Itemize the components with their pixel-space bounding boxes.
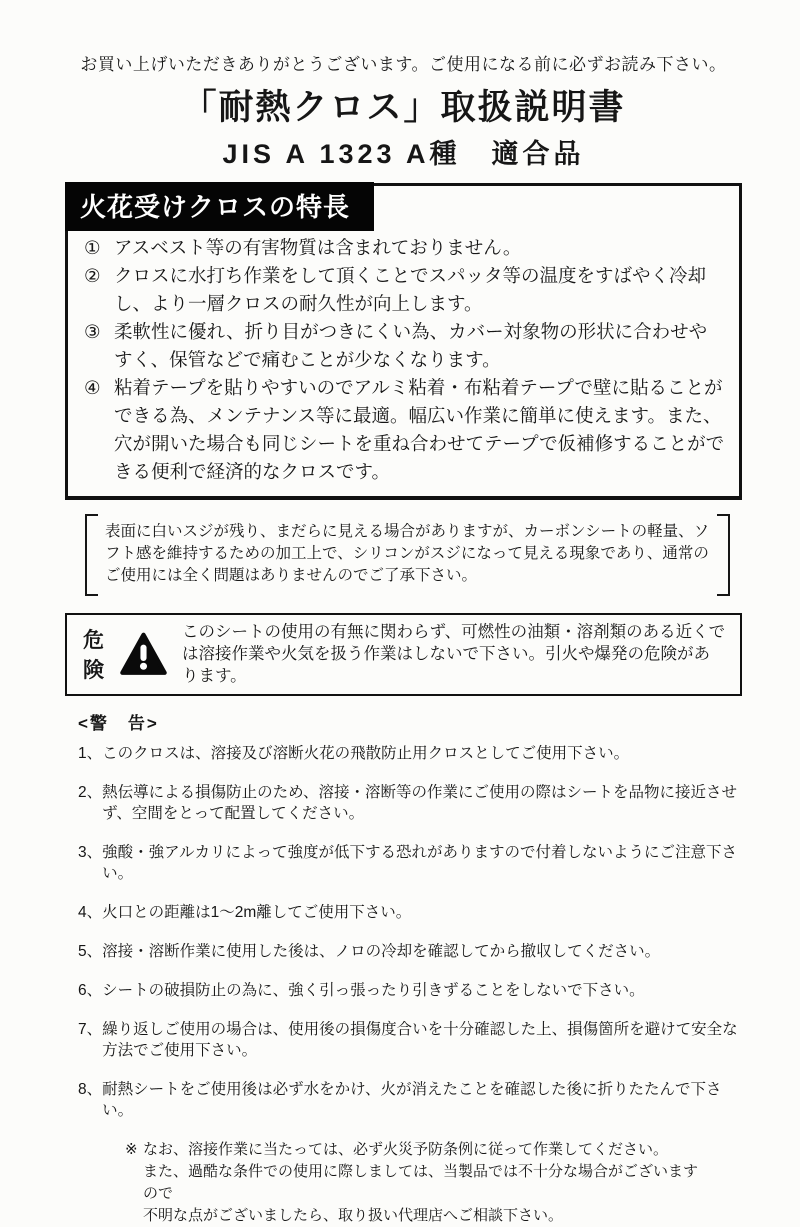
feature-text: 粘着テープを貼りやすいのでアルミ粘着・布粘着テープで壁に貼ることができる為、メンテナンス等に最適。幅広い作業に簡単に使えます。また、穴が開いた場合も同じシートを重ね合わせてテープで仮補修することができる便利で経済的なクロスです。 [114, 377, 725, 482]
footnote-line: また、過酷な条件での使用に際しましては、当製品では不十分な場合がございますので [143, 1163, 699, 1202]
warning-text: シートの破損防止の為に、強く引っ張ったり引きずることをしないで下さい。 [102, 982, 645, 999]
features-heading: 火花受けクロスの特長 [65, 182, 374, 231]
bracket-right [717, 514, 730, 596]
warning-item [78, 1079, 742, 1121]
page-subtitle: JIS A 1323 A種 適合品 [222, 139, 585, 169]
warning-item [78, 941, 742, 962]
footnote [125, 1139, 712, 1227]
warning-triangle-icon [120, 632, 167, 676]
feature-number: ② [84, 265, 101, 286]
feature-text: 柔軟性に優れ、折り目がつきにくい為、カバー対象物の形状に合わせやすく、保管などで痛むことが少なくなります。 [114, 321, 708, 370]
warning-number: 5、 [78, 943, 103, 960]
warning-text: 強酸・強アルカリによって強度が低下する恐れがありますので付着しないようにご注意下さい。 [102, 844, 738, 882]
warning-number: 3、 [78, 844, 103, 861]
danger-box [65, 613, 742, 696]
warning-item [78, 743, 742, 764]
footnote-line: 不明な点がございましたら、取り扱い代理店へご相談下さい。 [143, 1207, 564, 1224]
feature-text: クロスに水打ち作業をして頂くことでスパッタ等の温度をすばやく冷却し、より一層クロスの耐久性が向上します。 [114, 265, 707, 314]
features-box [65, 183, 742, 500]
warning-item [78, 980, 742, 1001]
footnote-lines [143, 1139, 712, 1227]
note-text: 表面に白いスジが残り、まだらに見える場合がありますが、カーボンシートの軽量、ソフト感を維持するための加工上で、シリコンがスジになって見える現象であり、通常のご使用には全く問題はありませんのでご了承下さい。 [105, 523, 710, 584]
warning-item [78, 902, 742, 923]
warning-number: 8、 [78, 1081, 103, 1098]
page-title: 「耐熱クロス」取扱説明書 [181, 88, 626, 127]
danger-label: 危険 [83, 629, 105, 682]
footnote-marker: ※ [125, 1141, 138, 1158]
warning-item [78, 782, 742, 824]
warning-number: 7、 [78, 1021, 103, 1038]
warning-text: 繰り返しご使用の場合は、使用後の損傷度合いを十分確認した上、損傷箇所を避けて安全な方法でご使用下さい。 [102, 1021, 738, 1059]
footnote-line: なお、溶接作業に当たっては、必ず火災予防条例に従って作業してください。 [143, 1141, 669, 1158]
bracket-left [85, 514, 98, 596]
warning-text: 耐熱シートをご使用後は必ず水をかけ、火が消えたことを確認した後に折りたたんで下さい。 [102, 1081, 722, 1119]
warnings-heading: <警 告> [78, 714, 159, 733]
feature-text: アスベスト等の有害物質は含まれておりません。 [114, 237, 522, 258]
feature-number: ③ [84, 321, 101, 342]
warning-text: このクロスは、溶接及び溶断火花の飛散防止用クロスとしてご使用下さい。 [102, 745, 630, 762]
intro-text: お買い上げいただきありがとうございます。ご使用になる前に必ずお読み下さい。 [80, 55, 727, 74]
danger-text: このシートの使用の有無に関わらず、可燃性の油類・溶剤類のある近くでは溶接作業や火気を扱う作業はしないで下さい。引火や爆発の危険があります。 [182, 623, 726, 685]
note-box [85, 514, 730, 596]
feature-item [84, 262, 725, 318]
warnings-section [65, 709, 742, 1121]
feature-item [84, 318, 725, 374]
warning-number: 6、 [78, 982, 103, 999]
warning-number: 4、 [78, 904, 103, 921]
warning-item [78, 842, 742, 884]
warning-text: 熱伝導による損傷防止のため、溶接・溶断等の作業にご使用の際はシートを品物に接近させず、空間をとって配置してください。 [102, 784, 738, 822]
warning-number: 2、 [78, 784, 103, 801]
warning-text: 火口との距離は1〜2m離してご使用下さい。 [102, 904, 412, 921]
warning-item [78, 1019, 742, 1061]
feature-number: ④ [84, 377, 101, 398]
feature-item [84, 234, 725, 262]
feature-item [84, 374, 725, 486]
warning-number: 1、 [78, 745, 103, 762]
feature-number: ① [84, 237, 101, 258]
warning-text: 溶接・溶断作業に使用した後は、ノロの冷却を確認してから撤収してください。 [102, 943, 661, 960]
